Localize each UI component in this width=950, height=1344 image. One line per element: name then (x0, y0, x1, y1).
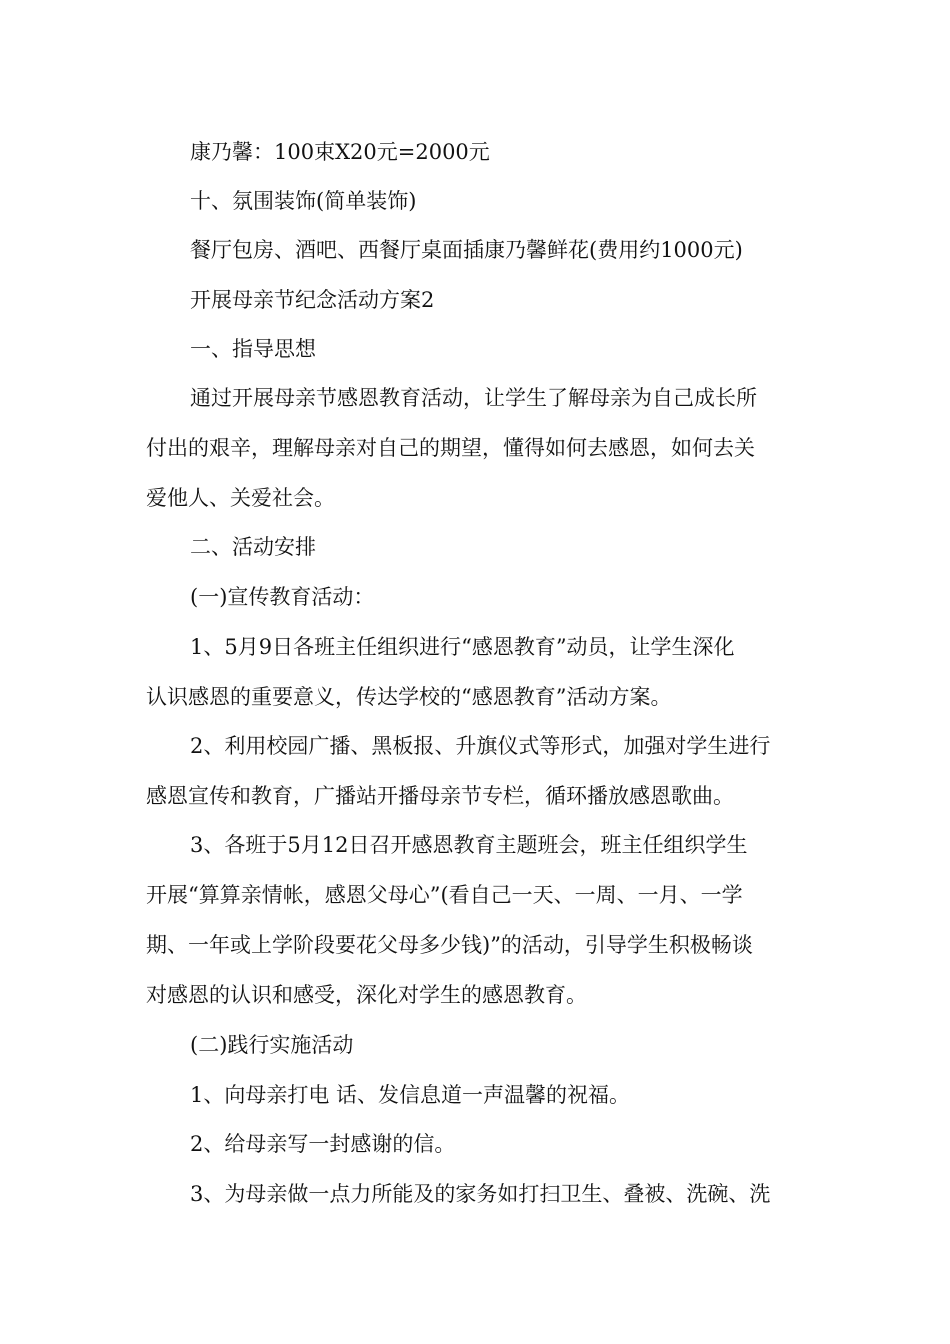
paragraph-carnation-cost (0, 127, 950, 177)
text-line: 爱他人、关爱社会。 (146, 486, 335, 510)
subheading-publicity (0, 572, 950, 622)
text-line: (一)宣传教育活动： (190, 585, 375, 609)
section-heading-decoration (0, 176, 950, 226)
text-line: 1、5月9日各班主任组织进行“感恩教育”动员，让学生深化 (190, 635, 735, 659)
text-line: 2、给母亲写一封感谢的信。 (190, 1132, 456, 1156)
list-item-practice-3 (0, 1169, 950, 1219)
text-line: 十、氛围装饰(简单装饰) (190, 189, 417, 213)
section-heading-guiding-idea (0, 324, 950, 374)
list-item-publicity-1 (0, 622, 950, 722)
text-line: 感恩宣传和教育，广播站开播母亲节专栏，循环播放感恩歌曲。 (146, 784, 734, 808)
text-line: (二)践行实施活动 (190, 1033, 354, 1057)
text-line: 付出的艰辛，理解母亲对自己的期望，懂得如何去感恩，如何去关 (146, 436, 755, 460)
list-item-practice-2 (0, 1119, 950, 1169)
text-line: 一、指导思想 (190, 337, 316, 361)
text-line: 3、为母亲做一点力所能及的家务如打扫卫生、叠被、洗碗、洗 (190, 1182, 771, 1206)
text-line: 1、向母亲打电 话、发信息道一声温馨的祝福。 (190, 1083, 631, 1107)
subheading-practice (0, 1020, 950, 1070)
paragraph-decoration-detail (0, 225, 950, 275)
text-line: 康乃馨：100束X20元=2000元 (190, 140, 490, 164)
paragraph-guiding-idea (0, 373, 950, 523)
section-heading-arrangement (0, 522, 950, 572)
text-line: 2、利用校园广播、黑板报、升旗仪式等形式，加强对学生进行 (190, 734, 771, 758)
text-line: 开展母亲节纪念活动方案2 (190, 288, 435, 312)
list-item-publicity-3 (0, 820, 950, 1020)
text-line: 3、各班于5月12日召开感恩教育主题班会，班主任组织学生 (190, 833, 748, 857)
text-line: 二、活动安排 (190, 535, 316, 559)
text-line: 期、一年或上学阶段要花父母多少钱)”的活动，引导学生积极畅谈 (146, 933, 753, 957)
text-line: 开展“算算亲情帐，感恩父母心”(看自己一天、一周、一月、一学 (146, 883, 743, 907)
list-item-publicity-2 (0, 721, 950, 821)
text-line: 通过开展母亲节感恩教育活动，让学生了解母亲为自己成长所 (190, 386, 757, 410)
list-item-practice-1 (0, 1070, 950, 1120)
text-line: 认识感恩的重要意义，传达学校的“感恩教育”活动方案。 (146, 685, 672, 709)
text-line: 对感恩的认识和感受，深化对学生的感恩教育。 (146, 983, 587, 1007)
document-title-plan-2 (0, 275, 950, 325)
text-line: 餐厅包房、酒吧、西餐厅桌面插康乃馨鲜花(费用约1000元) (190, 238, 743, 262)
